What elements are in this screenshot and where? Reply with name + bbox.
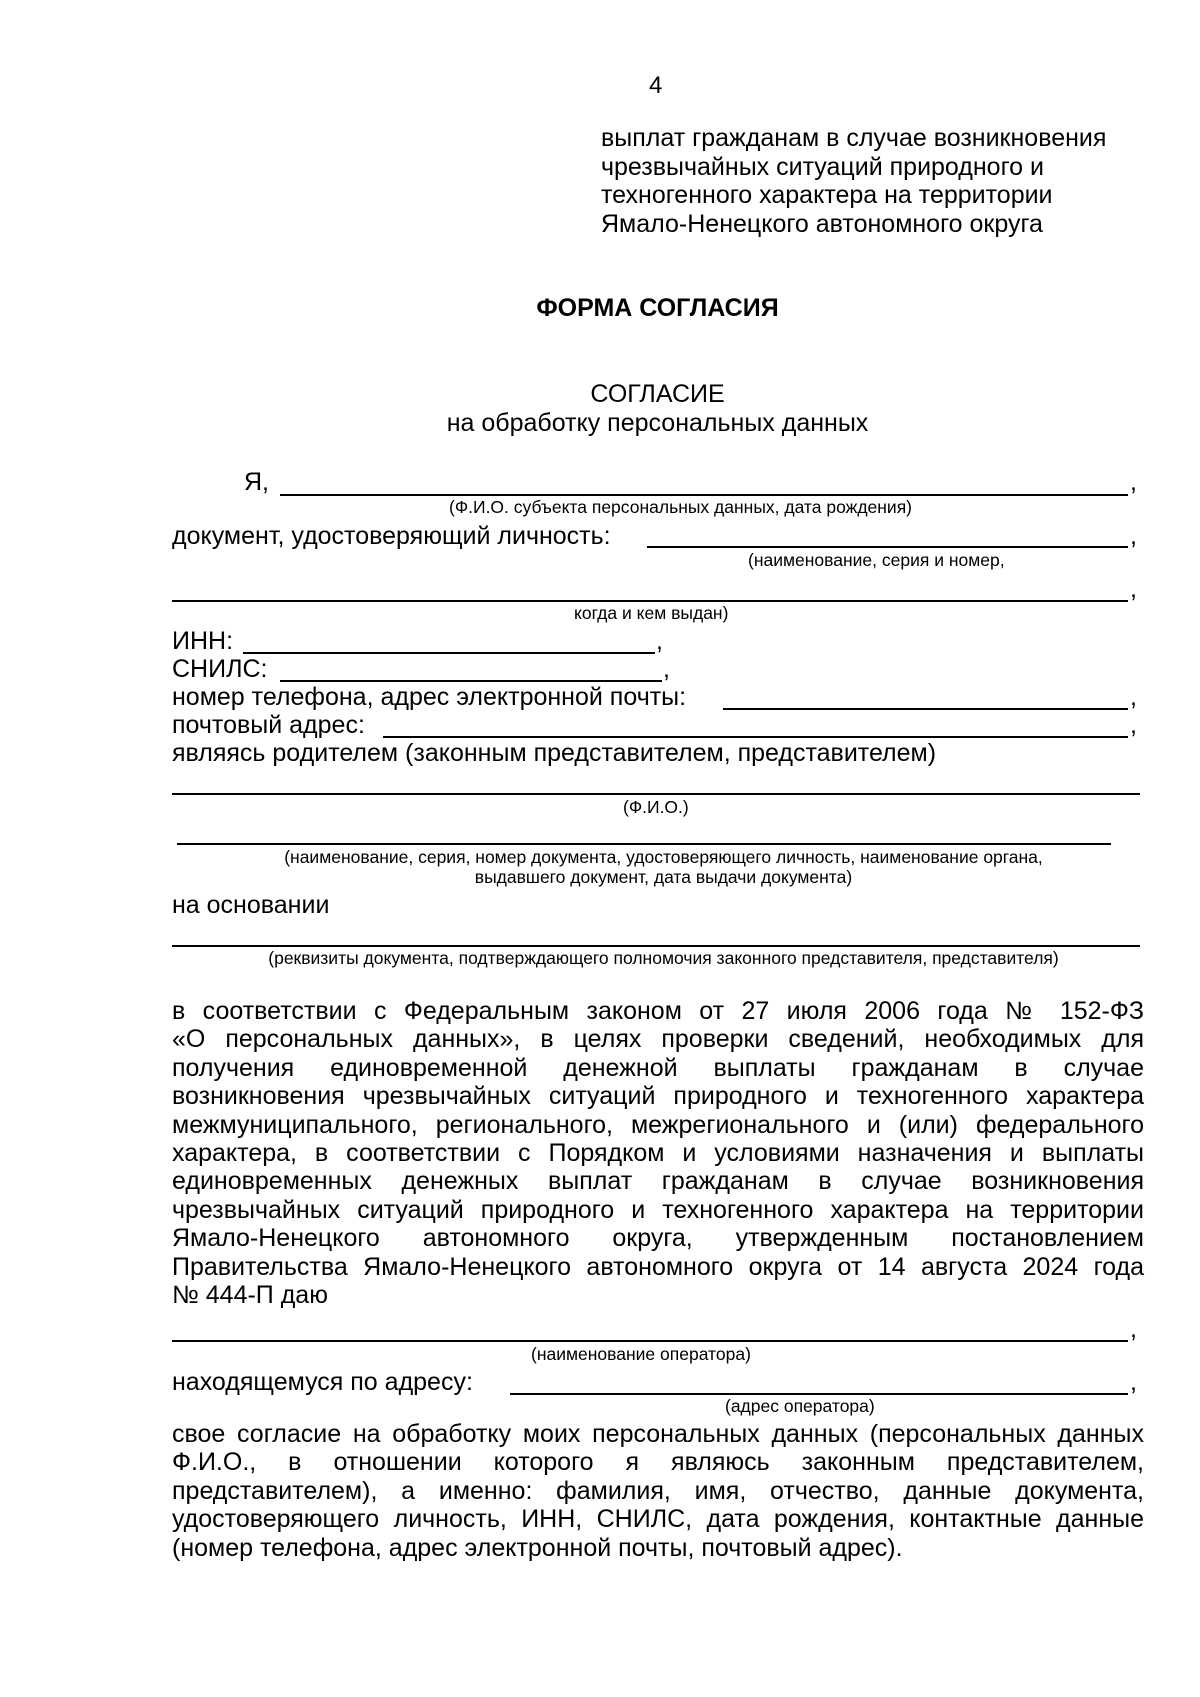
comma: , bbox=[1130, 1368, 1137, 1396]
doc-label: документ, удостоверяющий личность: bbox=[172, 522, 611, 550]
inn-label: ИНН: bbox=[172, 627, 234, 655]
fio-hint: (Ф.И.О. субъекта персональных данных, дата рождения) bbox=[449, 497, 913, 517]
comma: , bbox=[1130, 711, 1137, 739]
inn-field-line[interactable] bbox=[243, 652, 655, 654]
parent-label: являясь родителем (законным представителем, представителем) bbox=[172, 739, 937, 767]
consent-title: СОГЛАСИЕ bbox=[590, 380, 725, 408]
doc-hint: (наименование, серия и номер, bbox=[748, 550, 1005, 570]
paragraph-line: получения единовременной денежной выплаты гражданам в случае bbox=[172, 1053, 1144, 1082]
operator-name-line[interactable] bbox=[172, 1340, 1128, 1342]
comma: , bbox=[1130, 1315, 1137, 1343]
phone-field-line[interactable] bbox=[723, 708, 1128, 710]
parent-doc-line[interactable] bbox=[177, 843, 1111, 845]
header-line: Ямало-Ненецкого автономного округа bbox=[601, 209, 1043, 238]
parent-fio-hint: (Ф.И.О.) bbox=[623, 797, 689, 817]
snils-label: СНИЛС: bbox=[172, 655, 268, 683]
paragraph-line: межмуниципального, регионального, межрегионального и (или) федерального bbox=[172, 1110, 1144, 1139]
paragraph-line: единовременных денежных выплат гражданам в случае возникновения bbox=[172, 1167, 1144, 1196]
consent-subtitle: на обработку персональных данных bbox=[446, 409, 869, 437]
paragraph-2 bbox=[172, 1420, 1144, 1562]
paragraph-line: Ф.И.О., в отношении которого я являюсь законным представителем, bbox=[172, 1448, 1144, 1477]
operator-name-hint: (наименование оператора) bbox=[531, 1344, 751, 1364]
postal-label: почтовый адрес: bbox=[172, 711, 365, 739]
header-line: выплат гражданам в случае возникновения bbox=[601, 124, 1107, 152]
paragraph-line: (номер телефона, адрес электронной почты, почтовый адрес). bbox=[172, 1533, 903, 1562]
paragraph-1 bbox=[172, 997, 1144, 1309]
paragraph-line: свое согласие на обработку моих персональных данных (персональных данных bbox=[172, 1420, 1144, 1448]
paragraph-line: возникновения чрезвычайных ситуаций природного и техногенного характера bbox=[172, 1082, 1144, 1111]
paragraph-line: чрезвычайных ситуаций природного и техногенного характера на территории bbox=[172, 1195, 1144, 1224]
form-title: ФОРМА СОГЛАСИЯ bbox=[536, 294, 779, 322]
comma: , bbox=[1130, 683, 1137, 711]
comma: , bbox=[663, 655, 670, 683]
parent-fio-line[interactable] bbox=[172, 793, 1140, 795]
basis-label: на основании bbox=[172, 891, 330, 919]
i-label: Я, bbox=[244, 468, 269, 496]
operator-address-line[interactable] bbox=[510, 1393, 1128, 1395]
postal-field-line[interactable] bbox=[383, 736, 1128, 738]
basis-line[interactable] bbox=[172, 945, 1140, 947]
doc-hint-2: когда и кем выдан) bbox=[574, 603, 729, 623]
paragraph-line: № 444-П даю bbox=[172, 1281, 328, 1310]
paragraph-line: Правительства Ямало-Ненецкого автономного округа от 14 августа 2024 года bbox=[172, 1252, 1144, 1281]
paragraph-line: представителем), а именно: фамилия, имя, отчество, данные документа, bbox=[172, 1476, 1144, 1505]
parent-doc-hint: (наименование, серия, номер документа, удостоверяющего личность, наименование органа, bbox=[284, 847, 1043, 867]
doc-field-line[interactable] bbox=[647, 546, 1128, 548]
header-line: техногенного характера на территории bbox=[601, 181, 1053, 209]
paragraph-line: Ямало-Ненецкого автономного округа, утвержденным постановлением bbox=[172, 1224, 1144, 1253]
paragraph-line: характера, в соответствии с Порядком и условиями назначения и выплаты bbox=[172, 1139, 1144, 1168]
operator-address-label: находящемуся по адресу: bbox=[172, 1368, 473, 1396]
phone-label: номер телефона, адрес электронной почты: bbox=[172, 683, 687, 711]
snils-field-line[interactable] bbox=[280, 680, 662, 682]
paragraph-line: в соответствии с Федеральным законом от 27 июля 2006 года № 152-ФЗ bbox=[172, 997, 1144, 1025]
header-block bbox=[601, 124, 1106, 238]
paragraph-line: «О персональных данных», в целях проверки сведений, необходимых для bbox=[172, 1025, 1144, 1054]
fio-field-line[interactable] bbox=[280, 494, 1128, 496]
comma: , bbox=[1130, 468, 1137, 496]
header-line: чрезвычайных ситуаций природного и bbox=[601, 152, 1044, 181]
comma: , bbox=[1130, 522, 1137, 550]
basis-hint: (реквизиты документа, подтверждающего полномочия законного представителя, представителя) bbox=[268, 948, 1059, 968]
operator-address-hint: (адрес оператора) bbox=[725, 1396, 875, 1416]
comma: , bbox=[1130, 575, 1137, 603]
paragraph-line: удостоверяющего личность, ИНН, СНИЛС, дата рождения, контактные данные bbox=[172, 1505, 1144, 1534]
comma: , bbox=[656, 627, 663, 655]
page-number: 4 bbox=[649, 72, 663, 99]
doc-field-line-2[interactable] bbox=[172, 600, 1128, 602]
parent-doc-hint-2: выдавшего документ, дата выдачи документа) bbox=[474, 867, 853, 887]
